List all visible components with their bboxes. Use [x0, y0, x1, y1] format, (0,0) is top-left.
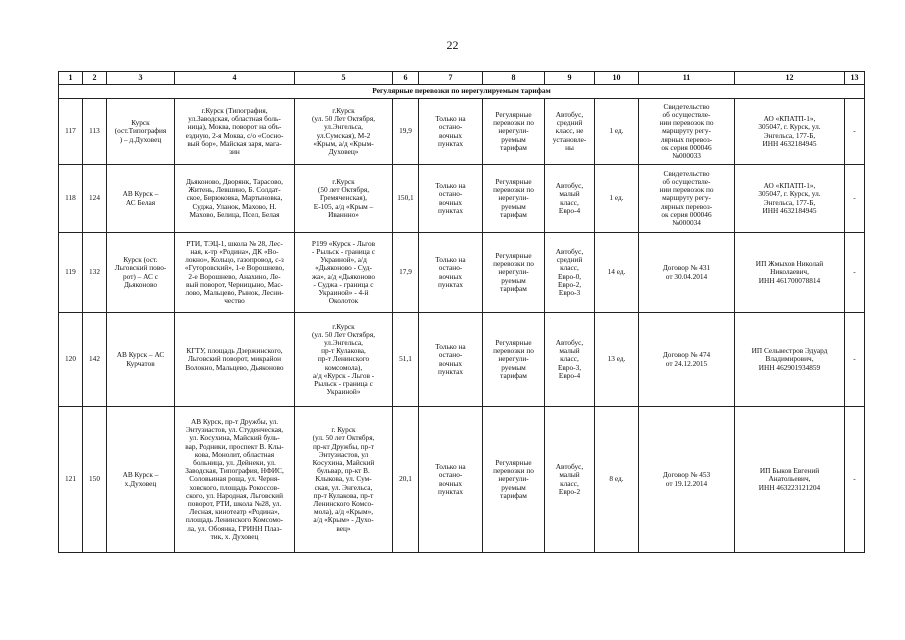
- intermediate-stops: КГТУ, площадь Дзержинского, Льговский поворот, микрайон Волокно, Мальцево, Дьяконово: [175, 313, 295, 407]
- route-length: 51,1: [393, 313, 419, 407]
- route-streets: Р199 «Курск - Льгов - Рыльск - граница с Украиной», а/д «Дьяконово - Суд- жа», а/д «Дьяконово - Суджа - граница с Украиной» - 4-й Околоток: [295, 233, 393, 313]
- section-header-row: [59, 85, 865, 99]
- permit-document: Договор № 453 от 19.12.2014: [639, 407, 735, 553]
- column-number: 1: [59, 72, 83, 85]
- table-row: [59, 313, 865, 407]
- route-name: Курск (ост. Льговский пово- рот) – АС с Дьяконово: [107, 233, 175, 313]
- note: -: [845, 233, 865, 313]
- carrier: АО «КПАТП-1», 305047, г. Курск, ул. Энгельса, 177-Б, ИНН 4632184945: [735, 165, 845, 233]
- note: -: [845, 99, 865, 165]
- column-number: 7: [419, 72, 483, 85]
- column-number: 13: [845, 72, 865, 85]
- column-number: 3: [107, 72, 175, 85]
- route-number: 124: [83, 165, 107, 233]
- transport-type: Регулярные перевозки по нерегули- руемым тарифам: [483, 233, 545, 313]
- route-name: АВ Курск – АС Курчатов: [107, 313, 175, 407]
- route-name: АВ Курск – АС Белая: [107, 165, 175, 233]
- column-number: 2: [83, 72, 107, 85]
- route-number: 113: [83, 99, 107, 165]
- note: -: [845, 313, 865, 407]
- boarding-procedure: Только на остано- вочных пунктах: [419, 407, 483, 553]
- route-number: 150: [83, 407, 107, 553]
- row-number: 117: [59, 99, 83, 165]
- vehicle-count: 1 ед.: [595, 165, 639, 233]
- row-number: 121: [59, 407, 83, 553]
- carrier: АО «КПАТП-1», 305047, г. Курск, ул. Энгельса, 177-Б, ИНН 4632184945: [735, 99, 845, 165]
- route-number: 142: [83, 313, 107, 407]
- transport-type: Регулярные перевозки по нерегули- руемым тарифам: [483, 99, 545, 165]
- transport-type: Регулярные перевозки по нерегули- руемым тарифам: [483, 313, 545, 407]
- transport-type: Регулярные перевозки по нерегули- руемым тарифам: [483, 165, 545, 233]
- page-number: 22: [446, 38, 459, 52]
- column-number: 12: [735, 72, 845, 85]
- row-number: 118: [59, 165, 83, 233]
- route-streets: г.Курск (ул. 50 Лет Октября, ул.Энгельса, пр-т Кулакова, пр-т Ленинского комсомола), а/д «Курск - Льгов - Рыльск - граница с Украиной»: [295, 313, 393, 407]
- permit-document: Договор № 431 от 30.04.2014: [639, 233, 735, 313]
- table-row: [59, 165, 865, 233]
- note: -: [845, 165, 865, 233]
- boarding-procedure: Только на остано- вочных пунктах: [419, 233, 483, 313]
- column-number: 4: [175, 72, 295, 85]
- column-number-row: [59, 72, 865, 85]
- column-number: 9: [545, 72, 595, 85]
- boarding-procedure: Только на остано- вочных пунктах: [419, 99, 483, 165]
- route-number: 132: [83, 233, 107, 313]
- permit-document: Договор № 474 от 24.12.2015: [639, 313, 735, 407]
- column-number: 5: [295, 72, 393, 85]
- intermediate-stops: Дьяконово, Дворянк, Тарасово, Житень, Левшино, Б. Солдат- ское, Бирюковка, Мартыновка, Суджа, Уланок, Махово, Н. Махово, Белица, Пcел, Белая: [175, 165, 295, 233]
- vehicle-count: 13 ед.: [595, 313, 639, 407]
- carrier: ИП Жмыхов Николай Николаевич, ИНН 461700078814: [735, 233, 845, 313]
- column-number: 6: [393, 72, 419, 85]
- vehicle-class: Автобус, малый класс, Евро-3, Евро-4: [545, 313, 595, 407]
- note: -: [845, 407, 865, 553]
- route-name: Курск (ост.Типография ) – д.Духовец: [107, 99, 175, 165]
- intermediate-stops: г.Курск (Типография, ул.Заводская, областная боль- ница), Моква, поворот на объ- ездную, 2-я Моква, с/о «Сосно- вый бор», Майская заря, мага- зин: [175, 99, 295, 165]
- vehicle-count: 1 ед.: [595, 99, 639, 165]
- table-row: [59, 233, 865, 313]
- vehicle-count: 8 ед.: [595, 407, 639, 553]
- transport-type: Регулярные перевозки по нерегули- руемым тарифам: [483, 407, 545, 553]
- intermediate-stops: РТИ, ТЭЦ-1, школа № 28, Лес- ная, к-тр «Родина», ДК «Во- локно», Кольцо, газопровод, с-з «Гуторовский», 1-е Ворошнево, 2-е Ворошнево, Анахино, Ле- вый поворот, Черницыно, Мас- лово, Мальцево, Рынок, Лесни- чество: [175, 233, 295, 313]
- route-streets: г. Курск (ул. 50 лет Октября, пр-кт Дружбы, пр-т Энтузиастов, ул Косухина, Майский бульвар, пр-кт В. Клыкова, ул. Сум- ская, ул. Энгельса, пр-т Кулакова, пр-т Ленинского Комсо- мола), а/д «Крым», а/д «Крым» - Духо- вец»: [295, 407, 393, 553]
- permit-document: Свидетельство об осуществле- нии перевозок по маршруту регу- лярных перевоз- ок серия 000046 №000034: [639, 165, 735, 233]
- intermediate-stops: АВ Курск, пр-т Дружбы, ул. Энтузиастов, ул. Студенческая, ул. Косухина, Майский буль- вар, Родники, проспект В. Клы- кова, Монолит, областная больница, ул. Дейнеки, ул. Заводская, Типография, НФИС, Соловьиная роща, ул. Черня- ховского, площадь Рокоссов- ского, ул. Народная, Льговский поворот, РТИ, школа №28, ул. Лесная, кинотеатр «Родина», площадь Ленинского Комсомо- ла, ул. Обоянка, ГРИНН Плаз- тик, х. Духовец: [175, 407, 295, 553]
- column-number: 8: [483, 72, 545, 85]
- vehicle-class: Автобус, средний класс, не установле- ны: [545, 99, 595, 165]
- routes-register-table: [58, 71, 865, 553]
- table-row: [59, 99, 865, 165]
- section-title: Регулярные перевозки по нерегулируемым тарифам: [59, 85, 865, 99]
- vehicle-class: Автобус, малый класс, Евро-4: [545, 165, 595, 233]
- route-streets: г.Курск (ул. 50 Лет Октября, ул.Энгельса, ул.Сумская), М-2 «Крым, а/д «Крым- Духовец»: [295, 99, 393, 165]
- row-number: 120: [59, 313, 83, 407]
- route-length: 20,1: [393, 407, 419, 553]
- boarding-procedure: Только на остано- вочных пунктах: [419, 313, 483, 407]
- table-row: [59, 407, 865, 553]
- row-number: 119: [59, 233, 83, 313]
- vehicle-count: 14 ед.: [595, 233, 639, 313]
- carrier: ИП Сельвестров Эдуард Владимирович, ИНН 462901934859: [735, 313, 845, 407]
- route-length: 19,9: [393, 99, 419, 165]
- route-length: 150,1: [393, 165, 419, 233]
- route-name: АВ Курск – х.Духовец: [107, 407, 175, 553]
- vehicle-class: Автобус, средний класс, Евро-0, Евро-2, Евро-3: [545, 233, 595, 313]
- column-number: 10: [595, 72, 639, 85]
- boarding-procedure: Только на остано- вочных пунктах: [419, 165, 483, 233]
- route-streets: г.Курск (50 лет Октября, Гремяченская), Е-105, а/д «Крым – Иваннно»: [295, 165, 393, 233]
- permit-document: Свидетельство об осуществле- нии перевозок по маршруту регу- лярных перевоз- ок серия 000046 №000033: [639, 99, 735, 165]
- route-length: 17,9: [393, 233, 419, 313]
- carrier: ИП Быков Евгений Анатольевич, ИНН 463223121204: [735, 407, 845, 553]
- column-number: 11: [639, 72, 735, 85]
- vehicle-class: Автобус, малый класс, Евро-2: [545, 407, 595, 553]
